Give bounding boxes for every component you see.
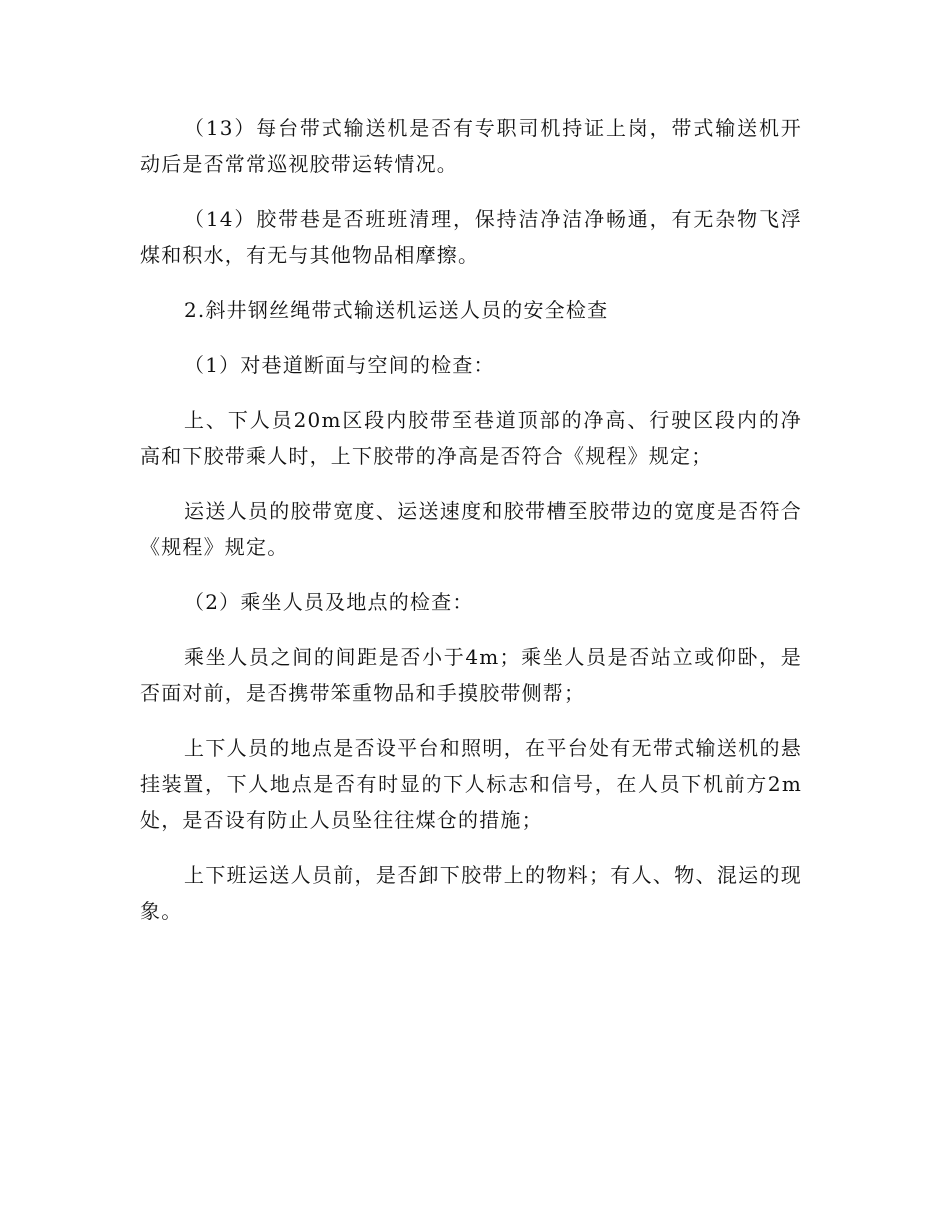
paragraph-item-13: （13）每台带式输送机是否有专职司机持证上岗，带式输送机开动后是否常常巡视胶带运转情况。 [140,116,802,176]
section-heading: 2.斜井钢丝绳带式输送机运送人员的安全检查 [184,298,609,322]
paragraph-item-14: （14）胶带巷是否班班清理，保持洁净洁净畅通，有无杂物飞浮煤和积水，有无与其他物品相摩擦。 [140,207,802,267]
subsection-heading-1: （1）对巷道断面与空间的检查： [184,353,495,377]
document-body [140,110,802,948]
paragraph-rider-spacing: 乘坐人员之间的间距是否小于4m；乘坐人员是否站立或仰卧，是否面对前，是否携带笨重物品和手摸胶带侧帮； [140,645,802,705]
paragraph-shift-transport: 上下班运送人员前，是否卸下胶带上的物料；有人、物、混运的现象。 [140,863,802,923]
paragraph-boarding-points: 上下人员的地点是否设平台和照明，在平台处有无带式输送机的悬挂装置，下人地点是否有时显的下人标志和信号，在人员下机前方2m处，是否设有防止人员坠往往煤仓的措施； [140,736,802,832]
paragraph-belt-width: 运送人员的胶带宽度、运送速度和胶带槽至胶带边的宽度是否符合《规程》规定。 [140,499,802,559]
paragraph-clearance: 上、下人员20m区段内胶带至巷道顶部的净高、行驶区段内的净高和下胶带乘人时，上下胶带的净高是否符合《规程》规定； [140,408,802,468]
subsection-heading-2: （2）乘坐人员及地点的检查： [184,590,474,614]
